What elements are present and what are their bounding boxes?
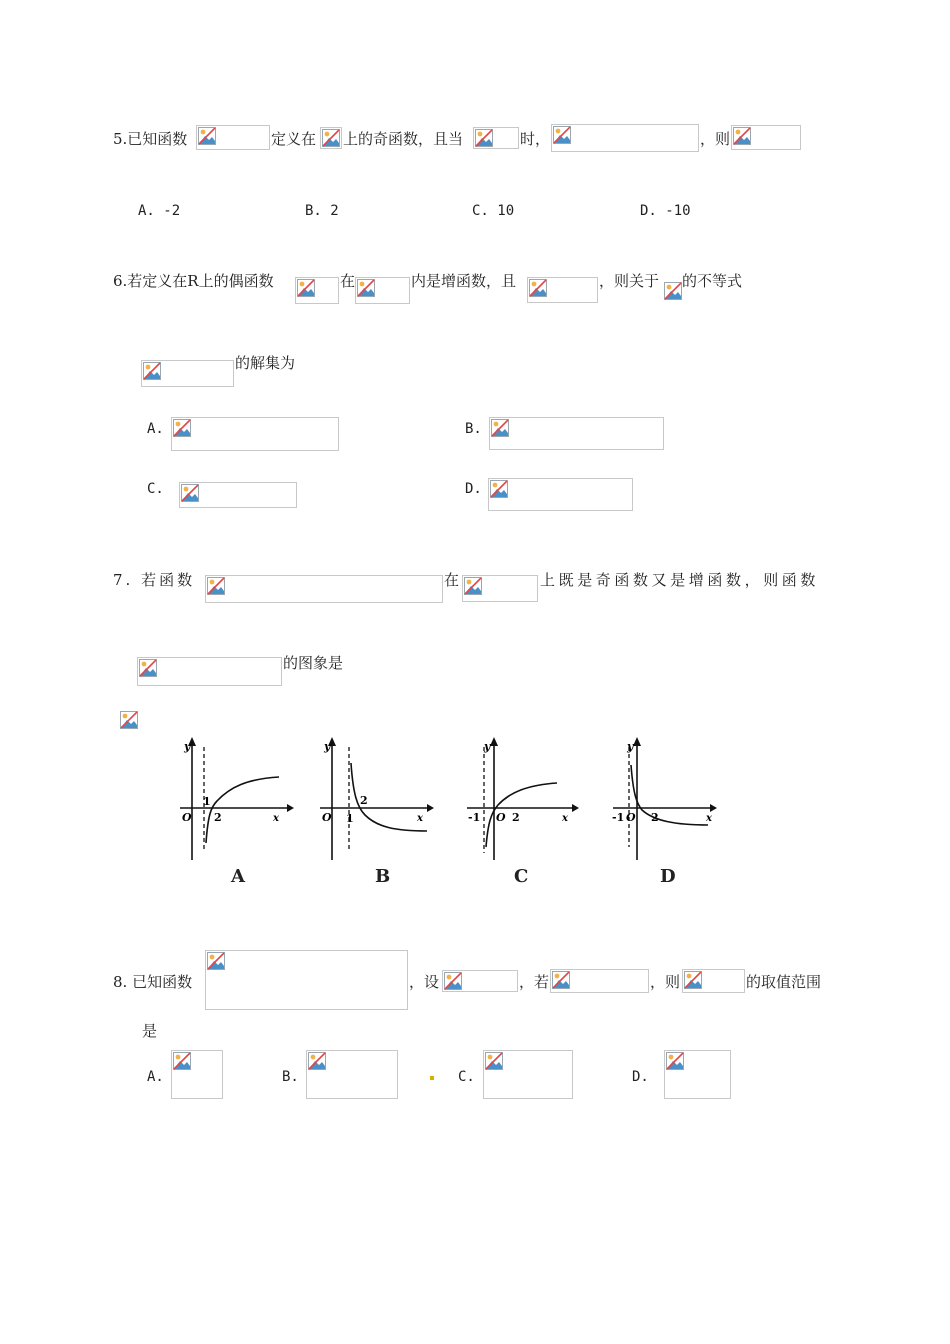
q7-formula-image-1: [205, 575, 443, 603]
q7-text-2: 上既是奇函数又是增函数，则函数: [540, 571, 820, 589]
q6-label-d: D.: [465, 481, 482, 497]
q7-text-1: 在: [444, 571, 460, 589]
q6-formula-image-2: [355, 277, 410, 304]
graph-a-origin: O: [182, 811, 192, 824]
broken-image-icon: [308, 1052, 326, 1070]
broken-image-icon: [552, 971, 570, 989]
broken-image-icon: [666, 1052, 684, 1070]
broken-image-icon: [198, 127, 216, 145]
q6-formula-image-5: [141, 360, 234, 387]
graph-d-label: D: [660, 866, 676, 887]
graph-d-tick-neg1: -1: [612, 811, 625, 824]
q5-text-3: 时，: [520, 130, 551, 148]
q6-prefix: 6.若定义在R上的偶函数: [113, 272, 274, 290]
q5-option-b: B. 2: [305, 203, 339, 219]
graph-a-tick-2: 2: [214, 811, 222, 824]
broken-image-icon: [143, 362, 161, 380]
q8-option-c-image: [483, 1050, 573, 1099]
graph-b-tick-1: 1: [346, 812, 354, 825]
broken-image-icon: [684, 971, 702, 989]
graph-d-y-label: y: [627, 740, 634, 753]
q8-label-d: D.: [632, 1069, 649, 1085]
q6-label-c: C.: [147, 481, 164, 497]
q6-text-3: ，则关于: [599, 272, 660, 290]
q6-option-a-image: [171, 417, 339, 451]
broken-image-icon: [553, 126, 571, 144]
q6-label-a: A.: [147, 421, 164, 437]
q8-text-3: ，则: [650, 973, 681, 991]
broken-image-icon: [529, 279, 547, 297]
graph-d-tick-2: 2: [651, 811, 659, 824]
broken-image-icon: [120, 711, 138, 729]
graph-b-origin: O: [322, 811, 332, 824]
q5-option-a: A. -2: [138, 203, 181, 219]
graph-b-tick-2: 2: [360, 794, 368, 807]
broken-image-icon: [733, 127, 751, 145]
graph-c-label: C: [514, 866, 529, 887]
graph-d-x-label: x: [706, 813, 712, 824]
graph-d-origin: O: [626, 811, 636, 824]
graph-a-x-label: x: [273, 813, 279, 824]
q8-formula-image-4: [682, 969, 745, 993]
q6-formula-image-1: [295, 277, 339, 304]
broken-image-icon: [207, 952, 225, 970]
broken-image-icon: [207, 577, 225, 595]
q8-label-a: A.: [147, 1069, 164, 1085]
broken-image-icon: [139, 659, 157, 677]
graph-a-label: A: [231, 866, 245, 887]
q5-formula-image-1: [196, 125, 270, 150]
q8-option-a-image: [171, 1050, 223, 1099]
broken-image-icon: [664, 282, 682, 300]
q6-text-1: 在: [340, 272, 356, 290]
q8-text-1: ，设: [409, 973, 440, 991]
broken-image-icon: [357, 279, 375, 297]
broken-image-icon: [485, 1052, 503, 1070]
graph-b-x-label: x: [417, 813, 423, 824]
q6-option-d-image: [488, 478, 633, 511]
q6-text-5: 的解集为: [235, 354, 296, 372]
q8-option-d-image: [664, 1050, 731, 1099]
graph-c-x-label: x: [562, 813, 568, 824]
broken-image-icon: [181, 484, 199, 502]
broken-image-icon: [444, 972, 462, 990]
q6-text-2: 内是增函数，且: [411, 272, 517, 290]
graph-c-y-label: y: [484, 740, 491, 753]
q8-text-5: 是: [142, 1022, 158, 1040]
q7-formula-image-2: [462, 575, 538, 602]
graph-b-label: B: [375, 866, 391, 887]
q7-figure-broken-image: [120, 711, 138, 729]
q8-formula-image-2: [442, 970, 518, 992]
q7-formula-image-3: [137, 657, 282, 686]
q7-text-3: 的图象是: [283, 654, 344, 672]
q5-option-d: D. -10: [640, 203, 691, 219]
q8-formula-image-1: [205, 950, 408, 1010]
graph-c-origin: O: [496, 811, 506, 824]
q5-text-2: 上的奇函数，且当: [343, 130, 464, 148]
q8-formula-image-3: [550, 969, 649, 993]
q8-label-c: C.: [458, 1069, 475, 1085]
q8-text-2: ，若: [519, 973, 550, 991]
q6-formula-image-3: [527, 277, 598, 303]
q6-label-b: B.: [465, 421, 482, 437]
q8-option-b-image: [306, 1050, 398, 1099]
broken-image-icon: [322, 129, 340, 147]
q8-label-b: B.: [282, 1069, 299, 1085]
graph-c-tick-neg1: -1: [468, 811, 481, 824]
broken-image-icon: [475, 129, 493, 147]
graph-a-y-label: y: [184, 740, 191, 753]
graph-a-tick-1: 1: [203, 795, 211, 808]
q6-option-b-image: [489, 417, 664, 450]
graph-b-y-label: y: [324, 740, 331, 753]
q5-text-4: ，则: [700, 130, 731, 148]
q5-option-c: C. 10: [472, 203, 515, 219]
q8-text-4: 的取值范围: [746, 973, 822, 991]
q6-formula-image-4: [664, 282, 682, 300]
broken-image-icon: [173, 1052, 191, 1070]
q6-text-4: 的不等式: [682, 272, 743, 290]
q6-option-c-image: [179, 482, 297, 508]
broken-image-icon: [491, 419, 509, 437]
q5-formula-image-3: [473, 127, 519, 149]
q5-text-1: 定义在: [271, 130, 317, 148]
graph-c-tick-2: 2: [512, 811, 520, 824]
q5-formula-image-4: [551, 124, 699, 152]
q5-formula-image-5: [731, 125, 801, 150]
q5-formula-image-2: [320, 127, 342, 149]
stray-mark: [430, 1076, 434, 1080]
broken-image-icon: [173, 419, 191, 437]
q8-prefix: 8. 已知函数: [113, 973, 193, 991]
q5-prefix: 5.已知函数: [113, 130, 188, 148]
broken-image-icon: [297, 279, 315, 297]
q7-prefix: 7. 若函数: [113, 571, 196, 589]
broken-image-icon: [490, 480, 508, 498]
broken-image-icon: [464, 577, 482, 595]
